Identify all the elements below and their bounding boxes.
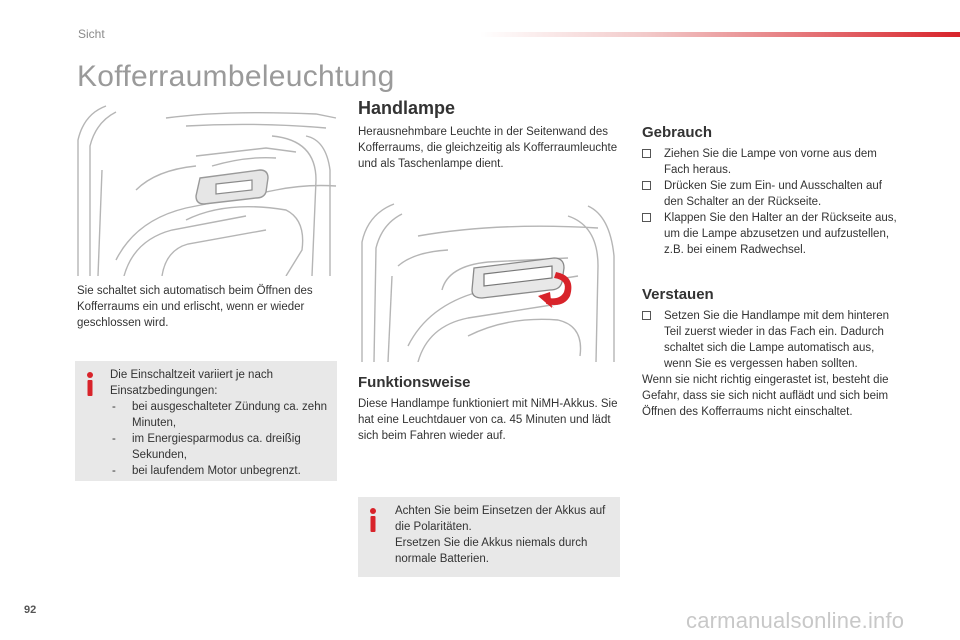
info-intro: Die Einschaltzeit variiert je nach Einsatzbedingungen: (110, 369, 273, 397)
info-box-einschaltzeit (75, 361, 337, 481)
gebrauch-heading: Gebrauch (642, 124, 713, 141)
handlampe-heading: Handlampe (358, 98, 456, 118)
info-list (110, 399, 330, 479)
verstauen-note: Wenn sie nicht richtig eingerastet ist, besteht die Gefahr, dass sie sich nicht auflädt und sich beim Öffnen des Kofferraums nicht einschaltet. (642, 374, 889, 418)
checkbox-bullet-icon (642, 213, 651, 222)
funktionsweise-heading: Funktionsweise (358, 374, 471, 391)
info-text-batterien: Ersetzen Sie die Akkus niemals durch normale Batterien. (395, 537, 588, 565)
verstauen-heading: Verstauen (642, 286, 714, 303)
funktionsweise-text: Diese Handlampe funktioniert mit NiMH-Akkus. Sie hat eine Leuchtdauer von ca. 45 Minuten und lädt sich beim Fahren wieder auf. (358, 398, 618, 442)
checkbox-bullet-icon (642, 181, 651, 190)
checkbox-bullet-icon (642, 149, 651, 158)
list-item: Setzen Sie die Handlampe mit dem hinteren Teil zuerst wieder in das Fach ein. Dadurch schaltet sich die Lampe automatisch aus, wenn Sie es vergessen haben sollten. (642, 308, 904, 372)
info-box-akkus (358, 497, 620, 577)
section-label: Sicht (78, 27, 105, 41)
info-icon (83, 371, 97, 397)
list-item: - im Energiesparmodus ca. dreißig Sekunden, (112, 433, 301, 461)
info-text-polaritaet: Achten Sie beim Einsetzen der Akkus auf die Polaritäten. (395, 505, 606, 533)
handlampe-intro: Herausnehmbare Leuchte in der Seitenwand des Kofferraums, die gleichzeitig als Kofferraumleuchte und als Taschenlampe dient. (358, 126, 618, 170)
watermark: carmanualsonline.info (686, 608, 905, 633)
checkbox-bullet-icon (642, 311, 651, 320)
list-item: Klappen Sie den Halter an der Rückseite aus, um die Lampe abzusetzen und aufzustellen, z.B. bei einem Radwechsel. (642, 210, 904, 258)
list-item: - bei laufendem Motor unbegrenzt. (112, 465, 301, 477)
gebrauch-list (642, 146, 904, 258)
page-number: 92 (24, 604, 37, 616)
page-title: Kofferraumbeleuchtung (77, 60, 395, 93)
verstauen-list (642, 308, 904, 372)
handlamp-removal-illustration (358, 196, 620, 362)
automatic-light-paragraph: Sie schaltet sich automatisch beim Öffnen des Kofferraums ein und erlischt, wenn er wieder geschlossen wird. (77, 285, 313, 329)
list-item: Drücken Sie zum Ein- und Ausschalten auf den Schalter an der Rückseite. (642, 178, 904, 210)
header-accent-bar (480, 32, 960, 37)
list-item: Ziehen Sie die Lampe von vorne aus dem Fach heraus. (642, 146, 904, 178)
trunk-light-illustration (76, 100, 338, 276)
info-icon (366, 507, 380, 533)
list-item: - bei ausgeschalteter Zündung ca. zehn Minuten, (112, 401, 327, 429)
